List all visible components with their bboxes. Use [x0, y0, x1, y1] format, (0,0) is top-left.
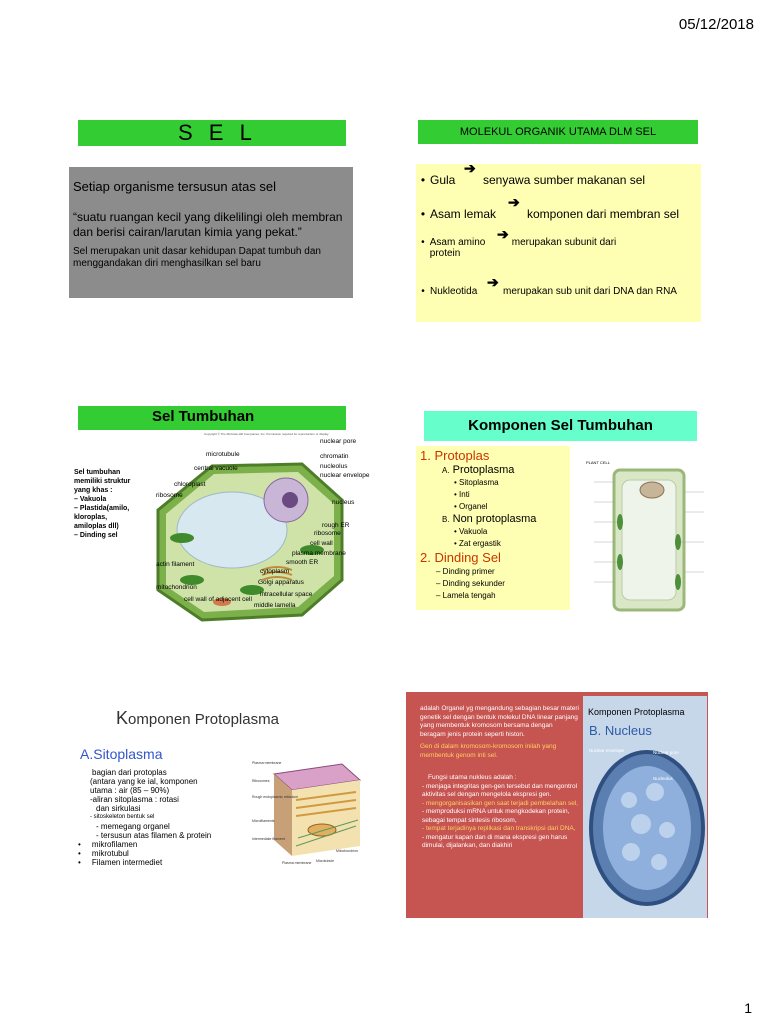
svg-text:chromatin: chromatin: [320, 453, 349, 460]
svg-text:Golgi apparatus: Golgi apparatus: [258, 579, 304, 586]
svg-text:Ribosomes: Ribosomes: [252, 779, 270, 783]
svg-text:nucleus: nucleus: [332, 499, 355, 506]
svg-text:ribosome: ribosome: [314, 530, 341, 537]
paragraph: adalah Organel yg mengandung sebagian besar materi genetik sel dengan bentuk molekul DNA linear panjang yang membentuk kromosom bersama dengan beragam jenis protein seperti histon.: [420, 705, 579, 738]
arrow-icon: ➔: [508, 194, 520, 210]
slide5-text: [76, 768, 236, 867]
slide4-title: Komponen Sel Tumbuhan: [424, 411, 697, 441]
section-a: A. Protoplasma: [442, 464, 515, 476]
text-line: - sitoskeleton bentuk sel: [90, 814, 155, 820]
function-title: Fungsi utama nukleus adalah :: [428, 774, 517, 781]
list-item: – Vakuola: [74, 496, 107, 503]
list-item: • Sitoplasma: [454, 478, 499, 487]
list-item: • Inti: [454, 490, 470, 499]
arrow-icon: ➔: [464, 160, 476, 176]
cytoskeleton-diagram: [252, 760, 364, 868]
text-line: utama : air (85 – 90%): [90, 786, 170, 795]
heading-dinding: 2. Dinding Sel: [420, 550, 501, 565]
list-item: • Vakuola: [454, 527, 488, 536]
page-number: 1: [744, 1000, 752, 1016]
text-line: - tersusun atas filamen & protein: [96, 831, 212, 840]
paragraph: Gen di dalam kromosom-kromosom inilah yang membentuk genom inti sel.: [420, 743, 557, 759]
slide6-heading: Komponen Protoplasma: [588, 707, 685, 717]
svg-text:Plasma membrane: Plasma membrane: [252, 761, 282, 765]
svg-text:cell wall: cell wall: [310, 540, 333, 547]
svg-text:intracellular space: intracellular space: [260, 591, 313, 598]
svg-text:Plasma membrane: Plasma membrane: [282, 861, 312, 865]
svg-text:Nuclear pore: Nuclear pore: [653, 750, 679, 755]
list-item: – Dinding sel: [74, 532, 118, 539]
slide3-title: Sel Tumbuhan: [78, 406, 346, 430]
list-item: Sel tumbuhan memiliki struktur yang khas :: [74, 469, 131, 494]
list-item: – Lamela tengah: [436, 591, 496, 600]
slide6-text: [420, 705, 580, 851]
svg-text:Intermediate filament: Intermediate filament: [252, 837, 285, 841]
arrow-icon: ➔: [487, 274, 499, 290]
svg-text:cytoplasm: cytoplasm: [260, 568, 290, 575]
slide6-subheading: B. Nucleus: [589, 723, 652, 738]
svg-text:PLANT CELL: PLANT CELL: [586, 460, 610, 465]
list-item: • Organel: [454, 502, 488, 511]
bullet-item: • Gula senyawa sumber makanan sel: [420, 173, 646, 187]
svg-text:Mitochondrion: Mitochondrion: [336, 849, 358, 853]
bullet-item: • Nukleotida merupakan sub unit dari DNA dan RNA: [421, 286, 677, 297]
svg-text:plasma membrane: plasma membrane: [292, 550, 346, 557]
slide5-title: Komponen Protoplasma: [116, 708, 279, 728]
svg-text:actin filament: actin filament: [156, 561, 195, 568]
heading-protoplas: 1. Protoplas: [420, 448, 490, 463]
text-line: -aliran sitoplasma : rotasi: [90, 795, 179, 804]
svg-text:cell wall of adjacent cell: cell wall of adjacent cell: [184, 596, 252, 603]
slide2-title: MOLEKUL ORGANIK UTAMA DLM SEL: [418, 120, 698, 144]
svg-text:Rough endoplasmic reticulum: Rough endoplasmic reticulum: [252, 795, 299, 799]
slide2-textbox: [416, 160, 701, 322]
function-item: - menjaga integritas gen-gen tersebut dan mengontrol aktivitas sel dengan mengelola ekspresi gen.: [422, 782, 578, 798]
svg-text:smooth ER: smooth ER: [286, 559, 319, 566]
bullet-item: • Asam lemak komponen dari membran sel: [420, 207, 680, 221]
text-line: • mikrotubul: [78, 849, 129, 858]
svg-text:rough ER: rough ER: [322, 522, 350, 529]
arrow-icon: ➔: [497, 226, 509, 242]
text-line: bagian dari protoplas: [92, 768, 167, 777]
function-item: - mengatur kapan dan di mana ekspresi gen harus dimulai, dijalankan, dan diakhiri: [422, 833, 568, 849]
function-item: - tempat terjadinya replikasi dan transkripsi dari DNA,: [422, 825, 576, 832]
svg-text:central vacuole: central vacuole: [194, 465, 238, 472]
slide1-line: Setiap organisme tersusun atas sel: [73, 179, 277, 194]
svg-text:ribosome: ribosome: [156, 492, 183, 499]
list-item: – Plastida(amilo, kloroplas, amiloplas dll): [74, 505, 130, 530]
svg-text:Microfilaments: Microfilaments: [252, 819, 275, 823]
svg-text:nuclear pore: nuclear pore: [320, 438, 357, 445]
svg-text:nucleolus: nucleolus: [320, 463, 348, 470]
svg-text:Copyright © The McGraw-Hill Co: Copyright © The McGraw-Hill Companies, Inc. Permission required for reproduction or display.: [204, 432, 330, 436]
slide1-quote: “suatu ruangan kecil yang dikelilingi oleh membran dan berisi cairan/larutan kimia yang pekat.”: [73, 210, 343, 239]
text-line: • mikrofilamen: [78, 840, 138, 849]
bullet-item: • Asam amino merupakan subunit dari protein: [421, 237, 617, 259]
text-line: (antara yang ke ial, komponen: [90, 777, 198, 786]
slide1-title: S E L: [78, 120, 346, 146]
slide1-small-text: Sel merupakan unit dasar kehidupan Dapat tumbuh dan menggandakan diri menghasilkan sel baru: [73, 246, 321, 269]
text-line: - memegang organel: [96, 822, 170, 831]
list-item: – Dinding sekunder: [436, 579, 505, 588]
list-item: – Dinding primer: [436, 567, 495, 576]
slide4-textbox: [416, 446, 570, 610]
svg-text:middle lamella: middle lamella: [254, 602, 296, 609]
plant-cell-diagram: [152, 430, 370, 626]
function-item: - memproduksi mRNA untuk mengkodekan protein, sebagai tempat sintesis ribosom,: [422, 808, 570, 824]
section-b: B. Non protoplasma: [442, 513, 537, 525]
slide5-subtitle: A.Sitoplasma: [80, 746, 163, 762]
date-stamp: 05/12/2018: [678, 16, 754, 33]
svg-text:nuclear envelope: nuclear envelope: [320, 472, 370, 479]
svg-text:Microtubule: Microtubule: [316, 859, 335, 863]
svg-text:chloroplast: chloroplast: [174, 481, 206, 488]
svg-text:Nuclear envelope: Nuclear envelope: [589, 748, 625, 753]
slide3-list: [74, 468, 140, 540]
text-line: dan sirkulasi: [96, 804, 141, 813]
plant-cell-micrograph: [584, 452, 712, 618]
function-item: - mengorganisasikan gen saat terjadi pembelahan sel,: [422, 799, 579, 807]
text-line: • Filamen intermediet: [78, 858, 163, 867]
list-item: • Zat ergastik: [454, 539, 501, 548]
svg-text:microtubule: microtubule: [206, 451, 240, 458]
nucleus-diagram: [583, 740, 707, 918]
slide1-textbox: [69, 167, 353, 298]
svg-text:Nucleolus: Nucleolus: [653, 776, 673, 781]
svg-text:mitochondrion: mitochondrion: [156, 584, 197, 591]
